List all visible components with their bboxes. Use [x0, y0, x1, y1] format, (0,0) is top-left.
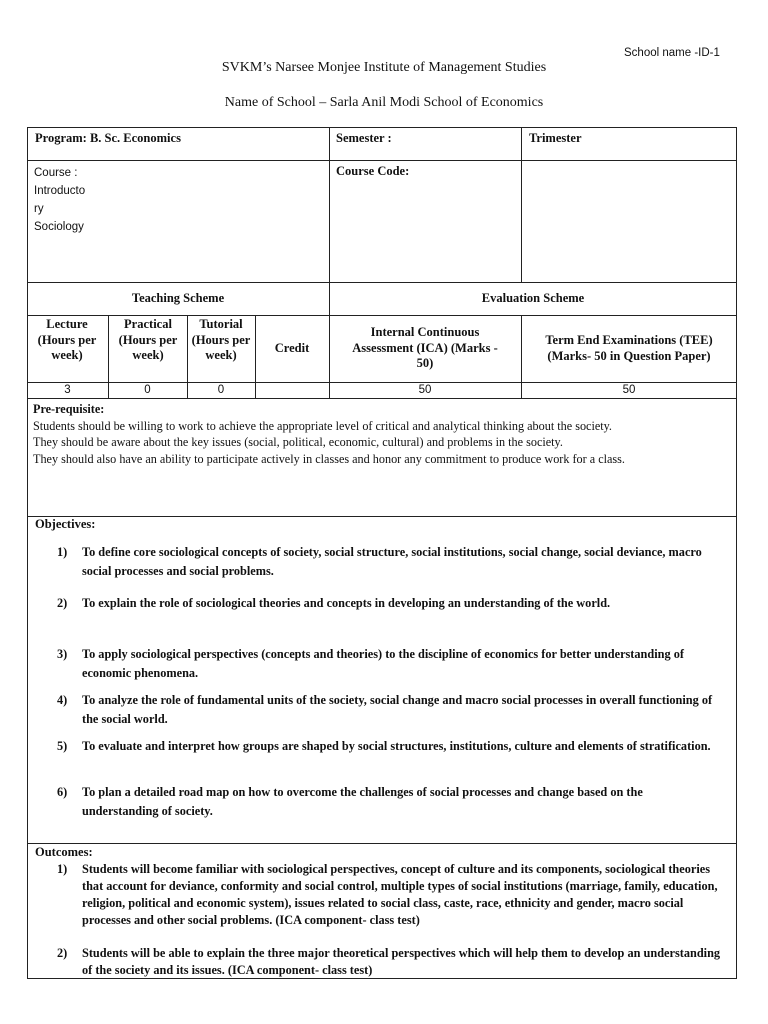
rule	[27, 843, 737, 844]
objective-text: To plan a detailed road map on how to overcome the challenges of social processes and change based on the understanding of society.	[82, 785, 643, 818]
objective-number: 6)	[57, 785, 68, 799]
prerequisite-title: Pre-requisite:	[33, 402, 105, 416]
prerequisite-line: They should be aware about the key issues (social, political, economic, cultural) and problems in the society.	[33, 435, 563, 449]
objective-item	[57, 645, 717, 683]
rule	[521, 127, 522, 282]
rule	[329, 127, 330, 398]
objective-text: To explain the role of sociological theories and concepts in developing an understanding of the world.	[82, 596, 611, 610]
ica-value: 50	[418, 384, 432, 396]
outcome-number: 2)	[57, 946, 68, 960]
rule	[255, 315, 256, 398]
rule	[27, 160, 737, 161]
practical-value: 0	[144, 384, 151, 396]
practical-header: Practical (Hours per week)	[118, 317, 178, 362]
lecture-value: 3	[64, 384, 71, 396]
course-line: Sociology	[34, 221, 84, 233]
course-line: ry	[34, 203, 44, 215]
objective-text: To evaluate and interpret how groups are shaped by social structures, institutions, culture and elements of stratification.	[82, 739, 711, 753]
tee-header: Term End Examinations (TEE) (Marks- 50 in Question Paper)	[545, 333, 713, 363]
objective-item	[57, 594, 717, 613]
institute-title: SVKM’s Narsee Monjee Institute of Management Studies	[221, 60, 547, 75]
course-line: Course :	[34, 167, 78, 179]
course-line: Introducto	[34, 185, 86, 197]
objective-item	[57, 737, 717, 756]
objective-item	[57, 691, 717, 729]
course-name	[34, 164, 85, 236]
outcome-item	[57, 861, 727, 929]
trimester-label: Trimester	[529, 131, 582, 145]
objective-number: 2)	[57, 596, 68, 610]
school-id-label: School name -ID-1	[624, 47, 720, 59]
outcome-text: Students will become familiar with sociological perspectives, concept of culture and its components, sociological theories that account for deviance, conformity and social control, multiple types of social institutions (marriage, family, education, religion, political and economic system), issues related to social class, caste, race, ethnicity and gender, macro social processes and other social problems. (ICA component- class test)	[82, 862, 718, 927]
outcome-item	[57, 945, 727, 979]
objective-number: 4)	[57, 693, 68, 707]
prerequisite-line: They should also have an ability to participate actively in classes and honor any commitment to produce work for a class.	[33, 451, 625, 466]
rule	[27, 398, 737, 399]
objective-text: To analyze the role of fundamental units of the society, social change and macro social processes in overall functioning of the social world.	[82, 693, 713, 726]
outcome-number: 1)	[57, 862, 68, 876]
evaluation-scheme-title: Evaluation Scheme	[481, 291, 585, 305]
ica-header: Internal Continuous Assessment (ICA) (Marks - 50)	[352, 325, 498, 370]
objectives-title: Objectives:	[35, 517, 96, 531]
school-title: Name of School – Sarla Anil Modi School of Economics	[224, 95, 544, 110]
course-code-label: Course Code:	[336, 164, 410, 178]
rule	[27, 516, 737, 517]
objective-item	[57, 783, 717, 821]
rule	[27, 315, 737, 316]
program-label: Program: B. Sc. Economics	[35, 131, 181, 145]
prerequisite-section	[33, 401, 733, 467]
outcomes-title: Outcomes:	[35, 845, 93, 859]
objective-number: 3)	[57, 647, 68, 661]
objective-number: 5)	[57, 739, 68, 753]
prerequisite-line: Students should be willing to work to achieve the appropriate level of critical and analytical thinking about the society.	[33, 418, 612, 433]
objective-item	[57, 543, 717, 581]
objective-text: To apply sociological perspectives (concepts and theories) to the discipline of economics for better understanding of economic phenomena.	[82, 647, 684, 680]
objective-text: To define core sociological concepts of society, social structure, social institutions, social change, social deviance, macro social processes and social problems.	[82, 545, 702, 578]
teaching-scheme-title: Teaching Scheme	[131, 291, 225, 305]
tutorial-value: 0	[217, 384, 225, 396]
rule	[27, 282, 737, 283]
objective-number: 1)	[57, 545, 68, 559]
tutorial-header: Tutorial (Hours per week)	[191, 317, 251, 362]
outcome-text: Students will be able to explain the three major theoretical perspectives which will help them to develop an understanding of the society and its issues. (ICA component- class test)	[82, 946, 721, 977]
semester-label: Semester :	[336, 131, 392, 145]
lecture-header: Lecture (Hours per week)	[37, 317, 97, 362]
credit-header: Credit	[274, 341, 310, 355]
tee-value: 50	[622, 384, 636, 396]
